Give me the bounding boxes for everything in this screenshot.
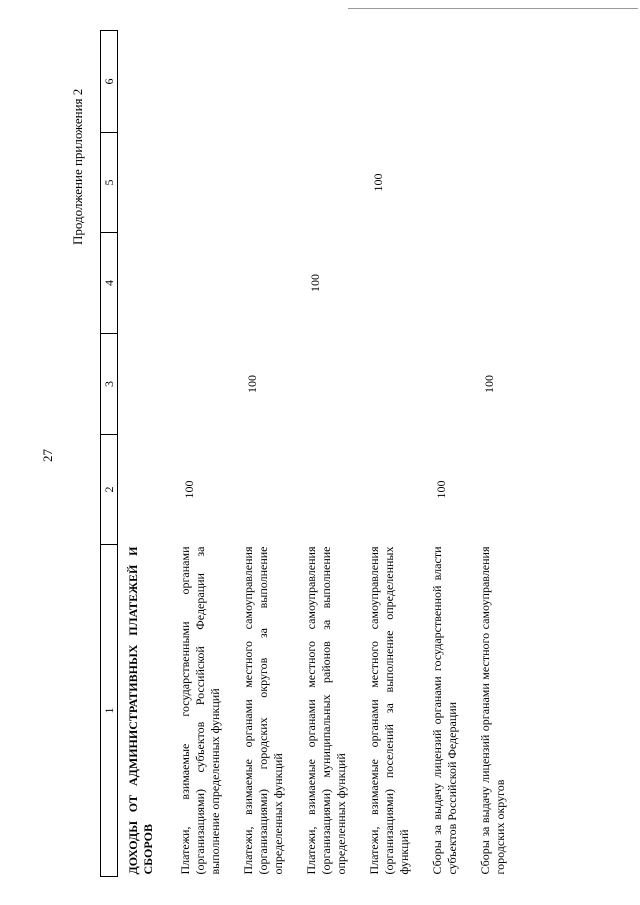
cell-col5 <box>470 133 518 233</box>
cell-col5 <box>170 133 233 233</box>
page-number: 27 <box>40 449 55 462</box>
cell-col3 <box>359 334 422 435</box>
table-row <box>233 31 296 877</box>
row-description: Сборы за выдачу лицензий органами государственной власти субъектов Российской Федерации <box>430 546 459 875</box>
cell-col6 <box>359 31 422 133</box>
cell-col5: 100 <box>371 173 385 192</box>
cell-col5 <box>233 133 296 233</box>
cell-col3: 100 <box>245 375 259 393</box>
cell-col2: 100 <box>182 480 196 499</box>
cell-col6 <box>296 31 359 133</box>
col-header-6: 6 <box>101 31 118 133</box>
cell-col5 <box>296 133 359 233</box>
cell-col2 <box>359 435 422 545</box>
cell-col3 <box>118 334 171 435</box>
cell-col3 <box>170 334 233 435</box>
cell-col3 <box>422 334 470 435</box>
cell-col2 <box>233 435 296 545</box>
row-description: Платежи, взимаемые органами местного самоуправления (организациями) муниципальных районов за выполнение определенных функций <box>304 546 348 875</box>
cell-col4 <box>470 233 518 334</box>
row-description: Платежи, взимаемые органами местного самоуправления (организациями) городских округов за выполнение определенных функций <box>241 546 285 875</box>
cell-col2 <box>296 435 359 545</box>
revenue-table <box>100 30 518 877</box>
cell-col6 <box>470 31 518 133</box>
header-row <box>101 31 118 877</box>
cell-col2 <box>118 435 171 545</box>
col-header-1: 1 <box>101 545 118 877</box>
cell-col4 <box>359 233 422 334</box>
cell-col6 <box>170 31 233 133</box>
row-description: Платежи, взимаемые органами местного самоуправления (организациями) поселений за выполнение определенных функций <box>367 546 411 875</box>
table-row <box>470 31 518 877</box>
cell-col4 <box>422 233 470 334</box>
cell-col3 <box>296 334 359 435</box>
col-header-2: 2 <box>101 435 118 545</box>
cell-col4 <box>118 233 171 334</box>
cell-col4: 100 <box>308 274 322 292</box>
col-header-5: 5 <box>101 133 118 233</box>
table-row <box>359 31 422 877</box>
cell-col4 <box>233 233 296 334</box>
row-description: Сборы за выдачу лицензий органами местного самоуправления городских округов <box>478 546 507 875</box>
cell-col4 <box>170 233 233 334</box>
cell-col6 <box>422 31 470 133</box>
cell-col2: 100 <box>434 480 448 499</box>
table-row <box>422 31 470 877</box>
row-description: ДОХОДЫ ОТ АДМИНИСТРАТИВНЫХ ПЛАТЕЖЕЙ И СБОРОВ <box>126 546 155 875</box>
cell-col6 <box>118 31 171 133</box>
row-description: Платежи, взимаемые государственными органами (организациями) субъектов Российской Федерации за выполнение определенных функций <box>178 546 222 875</box>
continuation-note: Продолжение приложения 2 <box>70 88 85 245</box>
table-row <box>170 31 233 877</box>
table-row <box>296 31 359 877</box>
table-row <box>118 31 171 877</box>
cell-col2 <box>470 435 518 545</box>
col-header-3: 3 <box>101 334 118 435</box>
cell-col5 <box>118 133 171 233</box>
cell-col5 <box>422 133 470 233</box>
cell-col3: 100 <box>482 375 496 393</box>
col-header-4: 4 <box>101 233 118 334</box>
cell-col6 <box>233 31 296 133</box>
